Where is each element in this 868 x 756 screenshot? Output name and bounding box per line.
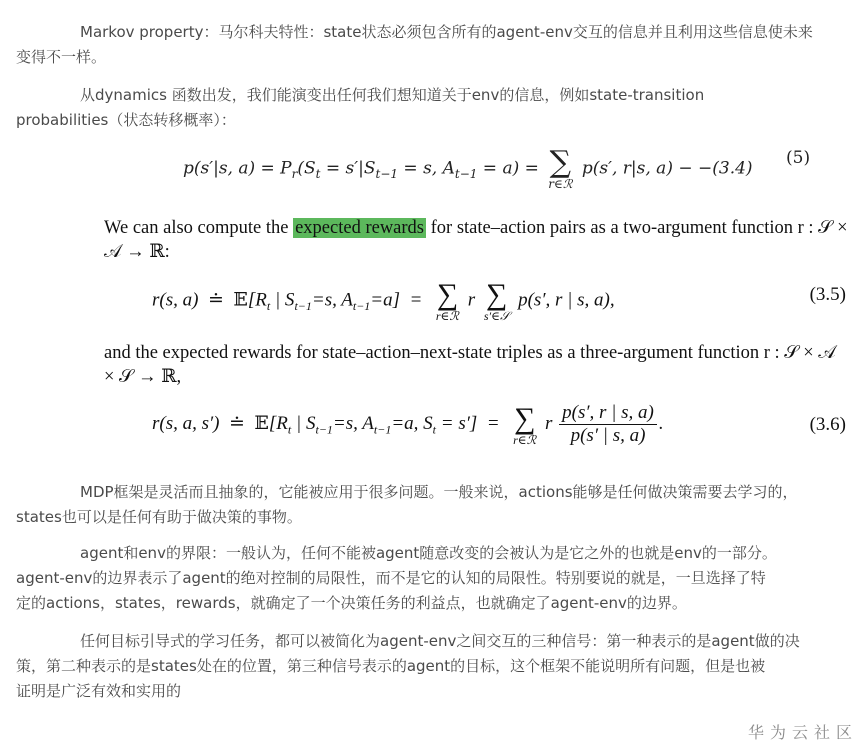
equation-3-5-body: r(s, a) ≐ $𝔼[R_t$ | $S_{t-1}=s$, $A_{t-1}=a$] = ∑ r∈ℛ r ∑ s′∈𝒮 p(s′, r | s, a), [152, 278, 615, 323]
equation-5-number: (5) [786, 148, 811, 168]
book-p1-after: for state–action pairs as a two-argument function r : 𝒮 × 𝒜 → ℝ: [104, 218, 848, 262]
equation-5-body: p(s′|s, $a) = P_r(S_t = s'|S_{t-1} = s$, $A_{t-1} = a$) = ∑ r∈ℛ p(s′, r|s, a) − −(3.4) [183, 145, 753, 191]
highlighted-text: expected rewards [295, 218, 425, 238]
book-p1-before: We can also compute the [104, 218, 294, 238]
book-paragraph-triples: and the expected rewards for state–action–next-state triples as a three-argument function r : 𝒮 × 𝒜 × 𝒮 → ℝ, [104, 343, 836, 387]
equation-3-6 [104, 400, 848, 460]
para5-line2: 策，第二种表示的是states处在的位置，第三种信号表示的agent的目标，这个框架不能说明所有问题，但是也被 [16, 657, 766, 675]
para5-line1: 任何目标引导式的学习任务，都可以被简化为agent-env之间交互的三种信号：第一种表示的是agent做的决 [80, 632, 800, 650]
para1-line2: 变得不一样。 [16, 48, 107, 66]
equation-3-5 [104, 276, 848, 326]
para3-line2: states也可以是任何有助于做决策的事物。 [16, 508, 302, 526]
book-paragraph-expected-rewards [104, 216, 848, 264]
equation-5 [0, 140, 868, 190]
para4-line1: agent和env的界限：一般认为，任何不能被agent随意改变的会被认为是它之外的也就是env的一部分。 [80, 544, 777, 562]
para3-line1: MDP框架是灵活而且抽象的，它能被应用于很多问题。一般来说，actions能够是任何做决策需要去学习的， [80, 483, 798, 501]
goal-directed-paragraph [16, 629, 848, 704]
para1-line1: Markov property：马尔科夫特性：state状态必须包含所有的agent-env交互的信息并且利用这些信息使未来 [80, 23, 813, 41]
agent-env-boundary-paragraph [16, 541, 848, 616]
para4-line2: agent-env的边界表示了agent的绝对控制的局限性，而不是它的认知的局限性。特别要说的就是，一旦选择了特 [16, 569, 766, 587]
equation-3-6-number: (3.6) [809, 414, 846, 435]
para5-line3: 证明是广泛有效和实用的 [16, 682, 182, 700]
equation-3-5-number: (3.5) [809, 284, 846, 305]
para4-line3: 定的actions，states，rewards，就确定了一个决策任务的利益点，也就确定了agent-env的边界。 [16, 594, 687, 612]
dynamics-paragraph [16, 83, 848, 133]
para2-line2: probabilities（状态转移概率）： [16, 111, 236, 129]
markov-property-paragraph [16, 20, 848, 70]
huawei-cloud-watermark: 华为云社区 [748, 723, 859, 742]
mdp-framework-paragraph [16, 480, 848, 530]
para2-line1: 从dynamics 函数出发，我们能演变出任何我们想知道关于env的信息，例如state-transition [80, 86, 705, 104]
equation-3-6-body: r(s, a, s′) ≐ $𝔼[R_t$ | $S_{t-1}=s$, $A_{t-1}=a$, $S_t = s'$] = ∑ r∈ℛ r $\frac{p(s', r | s, a)}{p(s' | s, a)}$ . [152, 401, 664, 447]
